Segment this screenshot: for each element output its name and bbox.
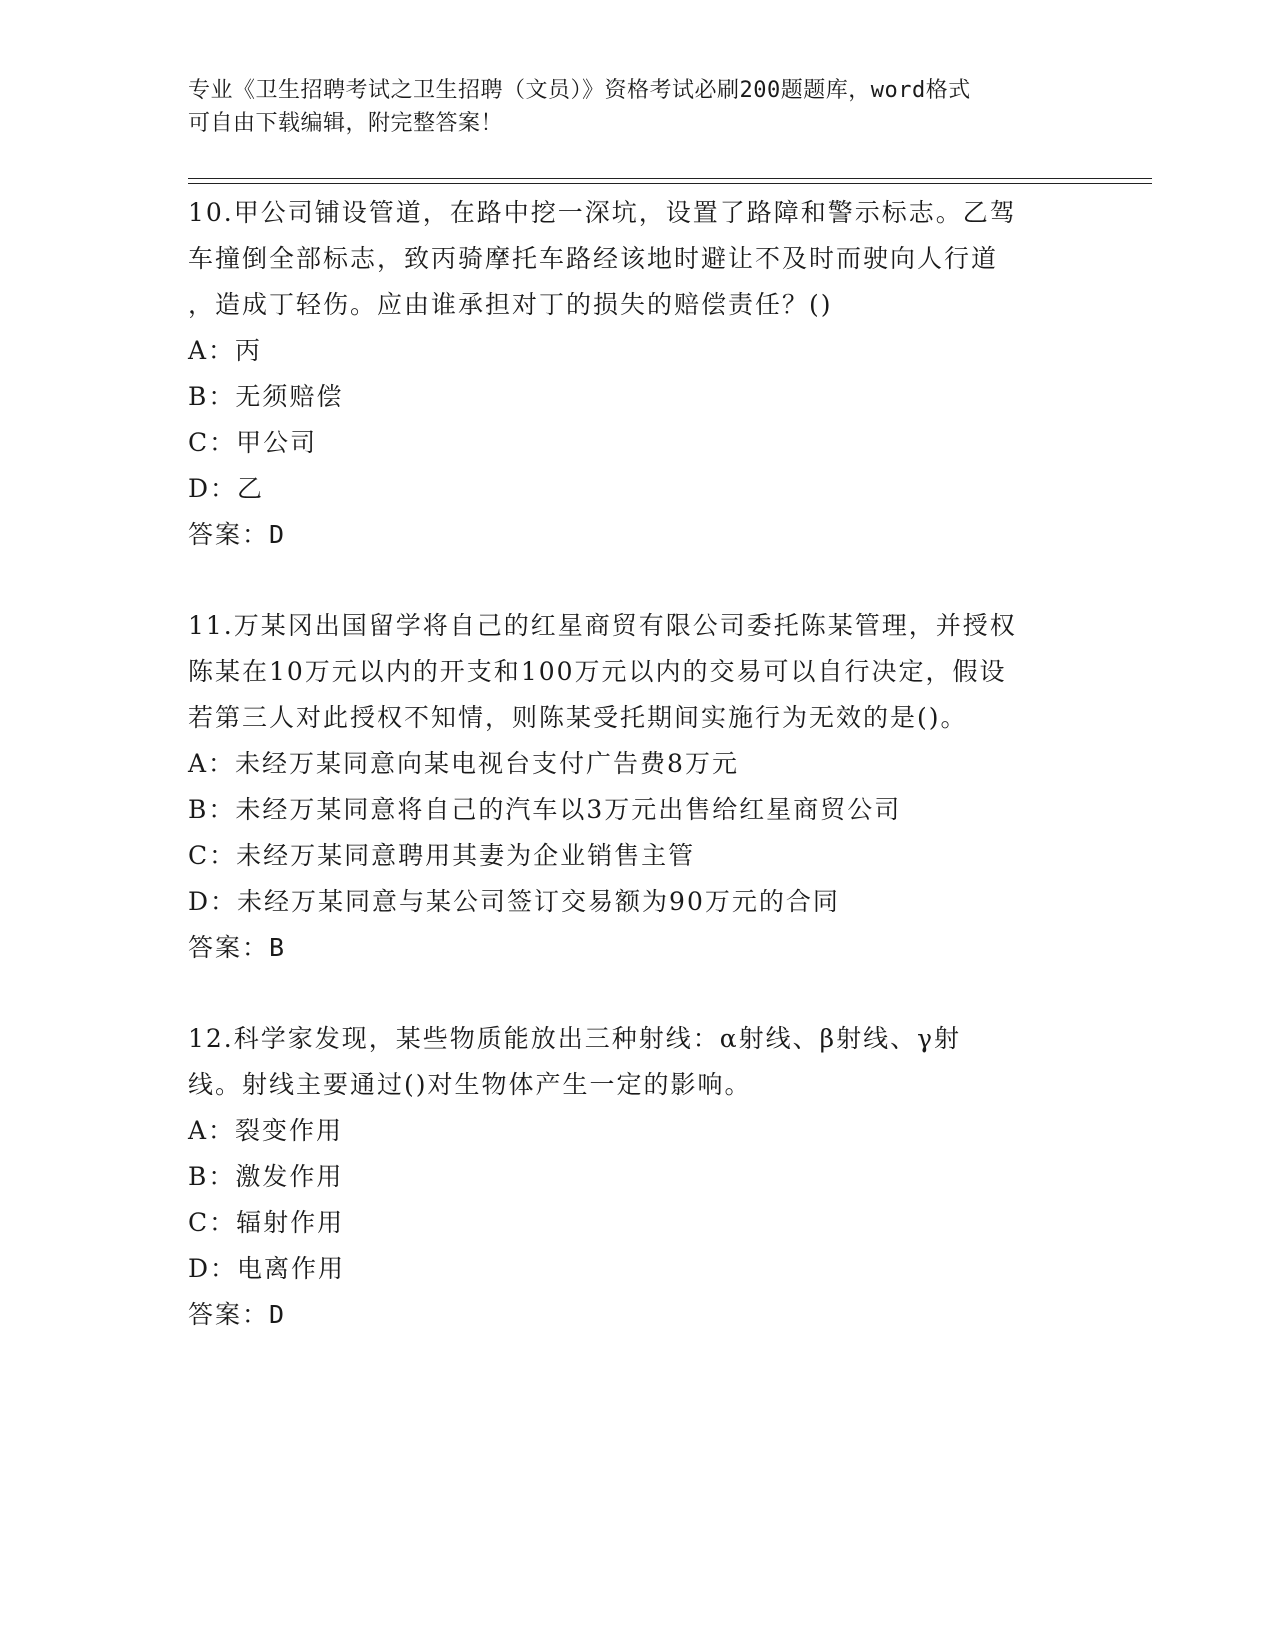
option-b: B：未经万某同意将自己的汽车以3万元出售给红星商贸公司: [188, 795, 902, 824]
header-line-1: 专业《卫生招聘考试之卫生招聘（文员）》资格考试必刷200题题库，word格式: [188, 78, 971, 103]
answer-value: D: [269, 520, 287, 549]
answer-label: 答案：: [188, 520, 270, 549]
question-stem: [188, 190, 1088, 328]
stem-line: 11.万某冈出国留学将自己的红星商贸有限公司委托陈某管理，并授权: [188, 611, 1017, 640]
stem-line: 10.甲公司铺设管道，在路中挖一深坑，设置了路障和警示标志。乙驾: [188, 198, 1017, 227]
stem-line: 车撞倒全部标志，致丙骑摩托车路经该地时避让不及时而驶向人行道: [188, 244, 999, 273]
option-c: C：甲公司: [188, 428, 318, 457]
answer-line: [188, 512, 1088, 558]
answer-value: D: [269, 1300, 287, 1329]
answer-value: B: [269, 933, 287, 962]
document-header: [188, 74, 1068, 140]
header-divider-top: [188, 178, 1152, 179]
option-c: C：辐射作用: [188, 1208, 345, 1237]
question-stem: [188, 1016, 1088, 1108]
option-c: C：未经万某同意聘用其妻为企业销售主管: [188, 841, 696, 870]
question-10: [188, 190, 1088, 558]
stem-line: 线。射线主要通过()对生物体产生一定的影响。: [188, 1070, 752, 1099]
option-d: D：未经万某同意与某公司签订交易额为90万元的合同: [188, 887, 840, 916]
question-12: [188, 1016, 1088, 1338]
question-11: [188, 603, 1088, 971]
answer-label: 答案：: [188, 1300, 270, 1329]
option-d: D：电离作用: [188, 1254, 346, 1283]
header-divider-bottom: [188, 183, 1152, 184]
option-d: D：乙: [188, 474, 265, 503]
stem-line: 若第三人对此授权不知情，则陈某受托期间实施行为无效的是()。: [188, 703, 968, 732]
option-b: B：激发作用: [188, 1162, 344, 1191]
stem-line: ，造成丁轻伤。应由谁承担对丁的损失的赔偿责任？(): [188, 290, 833, 319]
option-a: A：丙: [188, 336, 263, 365]
header-line-2: 可自由下载编辑，附完整答案！: [188, 111, 504, 136]
answer-label: 答案：: [188, 933, 270, 962]
option-a: A：未经万某同意向某电视台支付广告费8万元: [188, 749, 739, 778]
option-b: B：无须赔偿: [188, 382, 344, 411]
stem-line: 12.科学家发现，某些物质能放出三种射线：α射线、β射线、γ射: [188, 1024, 962, 1053]
answer-line: [188, 925, 1088, 971]
option-a: A：裂变作用: [188, 1116, 344, 1145]
question-list: [188, 190, 1088, 1383]
stem-line: 陈某在10万元以内的开支和100万元以内的交易可以自行决定，假设: [188, 657, 1007, 686]
answer-line: [188, 1292, 1088, 1338]
question-stem: [188, 603, 1088, 741]
